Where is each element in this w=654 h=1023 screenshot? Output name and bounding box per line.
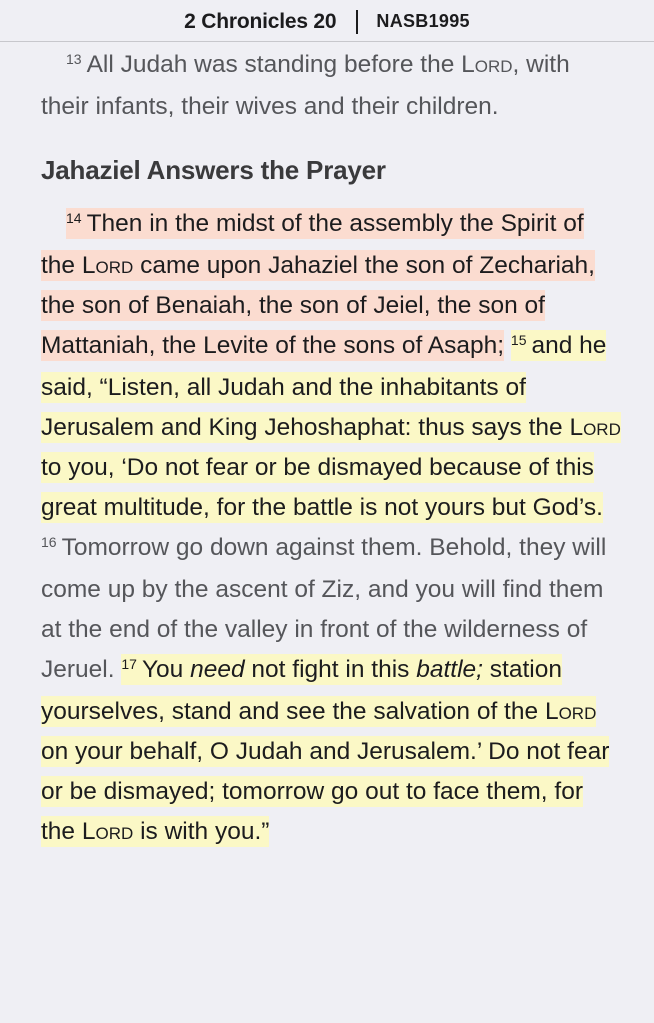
verse-text: station yourselves, stand and see the salvation of the <box>41 656 562 725</box>
verse-text: on your behalf, O Judah and Jerusalem.’ Do not fear or be dismayed; tomorrow go out to face them, for the <box>41 738 610 845</box>
header-divider <box>356 10 358 34</box>
verse-text: is with you.” <box>133 818 270 845</box>
verse-text: to you, ‘Do not fear or be dismayed because of this great multitude, for the battle is not yours but God’s. <box>41 454 603 521</box>
book-chapter-title[interactable]: 2 Chronicles 20 <box>184 9 337 33</box>
verse-text: , with their infants, their wives and their children. <box>41 51 570 120</box>
verse-text: Tomorrow go down against them. Behold, they will come up by the ascent of Ziz, and you will find them at the end of the valley in front of the wilderness of Jeruel. <box>41 534 607 683</box>
verse-number: 14 <box>66 210 82 226</box>
chapter-text <box>41 45 621 852</box>
section-heading: Jahaziel Answers the Prayer <box>41 155 386 185</box>
verse-number: 17 <box>121 656 137 672</box>
verse-text: Then in the midst of the assembly the Spirit of the <box>41 210 584 279</box>
verse-text-lord: Lord <box>569 414 621 441</box>
verse-number: 13 <box>66 51 82 67</box>
paragraph <box>41 204 621 852</box>
verse-17[interactable] <box>41 654 609 847</box>
bible-version-label[interactable]: NASB1995 <box>376 11 470 31</box>
verse-text: You <box>141 656 191 683</box>
verse-text-italic: need <box>190 656 245 683</box>
verse-text-lord: Lord <box>81 818 134 845</box>
verse-text: All Judah was standing before the <box>86 51 462 78</box>
verse-text-lord: Lord <box>461 51 513 78</box>
verse-text: came upon Jahaziel the son of Zechariah, the son of Benaiah, the son of Jeiel, the son of Mattaniah, the Levite of the sons of Asaph; <box>41 252 595 359</box>
verse-number: 15 <box>510 332 527 348</box>
chapter-header <box>0 0 654 42</box>
verse-text-lord: Lord <box>544 698 597 725</box>
verse-13[interactable] <box>41 45 621 127</box>
verse-text: and he said, “Listen, all Judah and the inhabitants of Jerusalem and King Jehoshaphat: thus says the <box>41 332 607 441</box>
verse-text: not fight in this <box>244 656 417 683</box>
verse-number: 16 <box>41 534 57 550</box>
verse-text-lord: Lord <box>81 252 134 279</box>
verse-text-italic: battle; <box>416 656 483 683</box>
